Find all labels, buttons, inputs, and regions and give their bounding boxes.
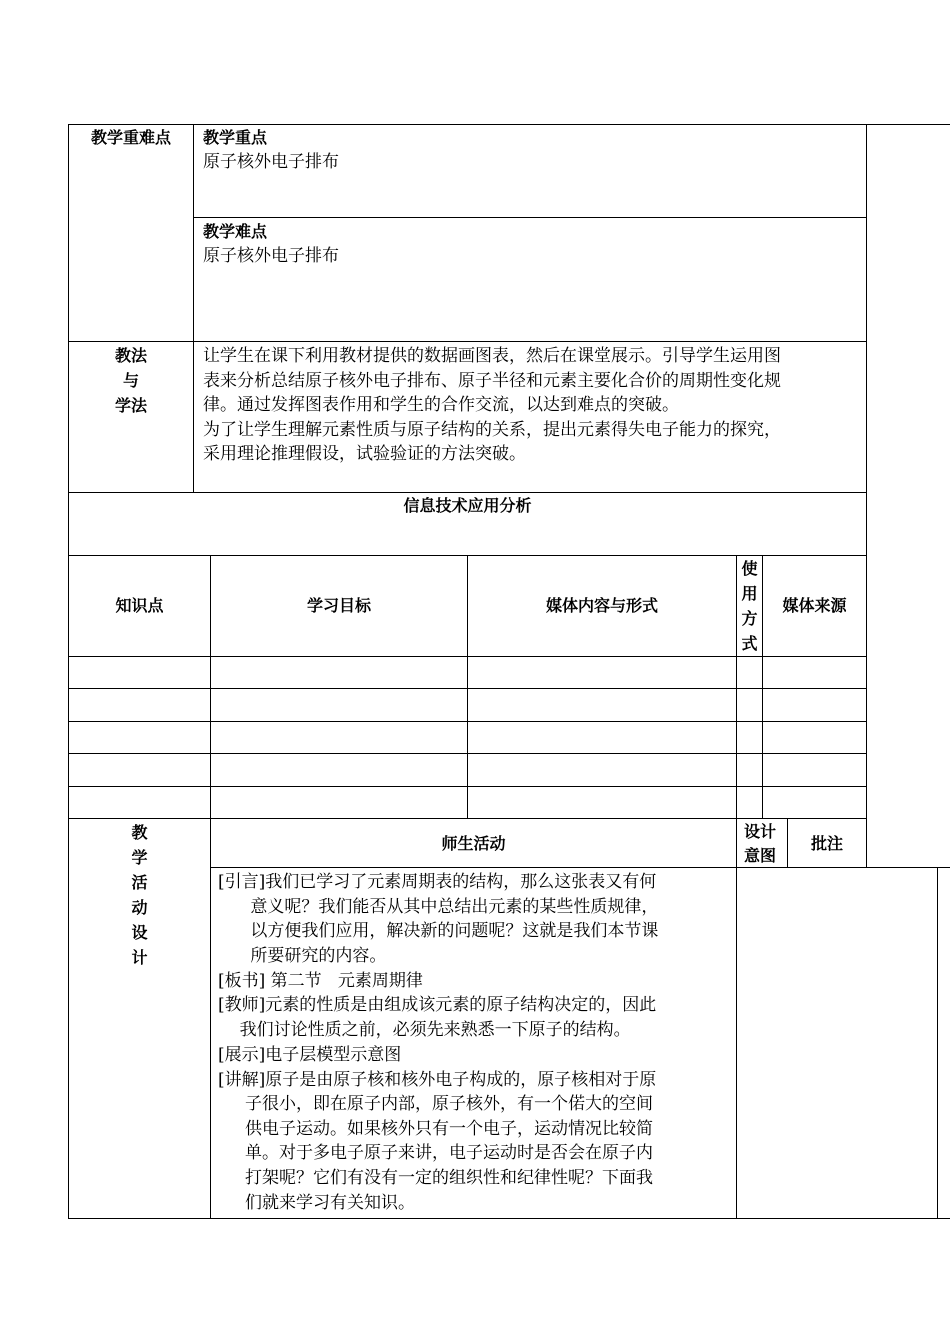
- header-usage-4: 式: [741, 634, 758, 653]
- hard-title: 教学难点: [203, 222, 268, 241]
- hard-text: 原子核外电子排布: [203, 246, 339, 266]
- design-intent-1: 设计: [744, 822, 777, 841]
- activity-label-4: 动: [131, 898, 148, 917]
- difficulty-label: 教学重难点: [90, 128, 171, 147]
- method-label-1: 教法: [114, 346, 147, 365]
- activity-label-2: 学: [131, 848, 148, 867]
- activity-line-4: 所要研究的内容。: [218, 946, 387, 966]
- method-line-1: 让学生在课下利用教材提供的数据画图表，然后在课堂展示。引导学生运用图: [203, 346, 781, 366]
- header-knowledge: 知识点: [115, 596, 164, 615]
- activity-label-6: 计: [131, 948, 148, 967]
- header-goal: 学习目标: [306, 596, 371, 615]
- activity-label-3: 活: [131, 873, 148, 892]
- activity-line-11: 供电子运动。如果核外只有一个电子，运动情况比较简: [218, 1119, 654, 1139]
- method-line-4: 为了让学生理解元素性质与原子结构的关系，提出元素得失电子能力的探究，: [203, 420, 781, 440]
- activity-line-1: [引言]我们已学习了元素周期表的结构，那么这张表又有何: [218, 872, 657, 892]
- activity-line-2: 意义呢？我们能否从其中总结出元素的某些性质规律，: [218, 897, 659, 917]
- activity-line-3: 以方便我们应用，解决新的问题呢？这就是我们本节课: [218, 921, 659, 941]
- activity-line-9: [讲解]原子是由原子核和核外电子构成的，原子核相对于原: [218, 1070, 657, 1090]
- focus-text: 原子核外电子排布: [203, 152, 339, 172]
- it-analysis-title: 信息技术应用分析: [403, 496, 532, 515]
- header-usage-1: 使: [741, 559, 758, 578]
- focus-title: 教学重点: [203, 128, 268, 147]
- activity-label-5: 设: [131, 923, 148, 942]
- header-media: 媒体内容与形式: [545, 596, 658, 615]
- method-line-2: 表来分析总结原子核外电子排布、原子半径和元素主要化合价的周期性变化规: [203, 371, 781, 391]
- method-line-3: 律。通过发挥图表作用和学生的合作交流，以达到难点的突破。: [203, 395, 679, 415]
- activity-line-6: [教师]元素的性质是由组成该元素的原子结构决定的，因此: [218, 995, 657, 1015]
- design-intent-2: 意图: [744, 846, 777, 865]
- activity-label-1: 教: [131, 823, 148, 842]
- header-usage-2: 用: [741, 584, 758, 603]
- activity-header: 师生活动: [441, 834, 506, 853]
- activity-line-12: 单。对于多电子原子来讲，电子运动时是否会在原子内: [218, 1143, 654, 1163]
- activity-line-14: 们就来学习有关知识。: [218, 1193, 416, 1213]
- activity-line-5: [板书] 第二节 元素周期律: [218, 971, 423, 991]
- note-header: 批注: [810, 834, 843, 853]
- method-label-2: 与: [122, 371, 139, 390]
- header-source: 媒体来源: [782, 596, 847, 615]
- method-line-5: 采用理论推理假设，试验验证的方法突破。: [203, 444, 526, 464]
- activity-line-13: 打架呢？它们有没有一定的组织性和纪律性呢？下面我: [218, 1168, 654, 1188]
- method-label-3: 学法: [114, 396, 147, 415]
- activity-line-8: [展示]电子层模型示意图: [218, 1045, 402, 1065]
- header-usage-3: 方: [741, 609, 758, 628]
- activity-line-10: 子很小，即在原子内部，原子核外，有一个偌大的空间: [218, 1094, 654, 1114]
- activity-line-7: 我们讨论性质之前，必须先来熟悉一下原子的结构。: [218, 1020, 631, 1040]
